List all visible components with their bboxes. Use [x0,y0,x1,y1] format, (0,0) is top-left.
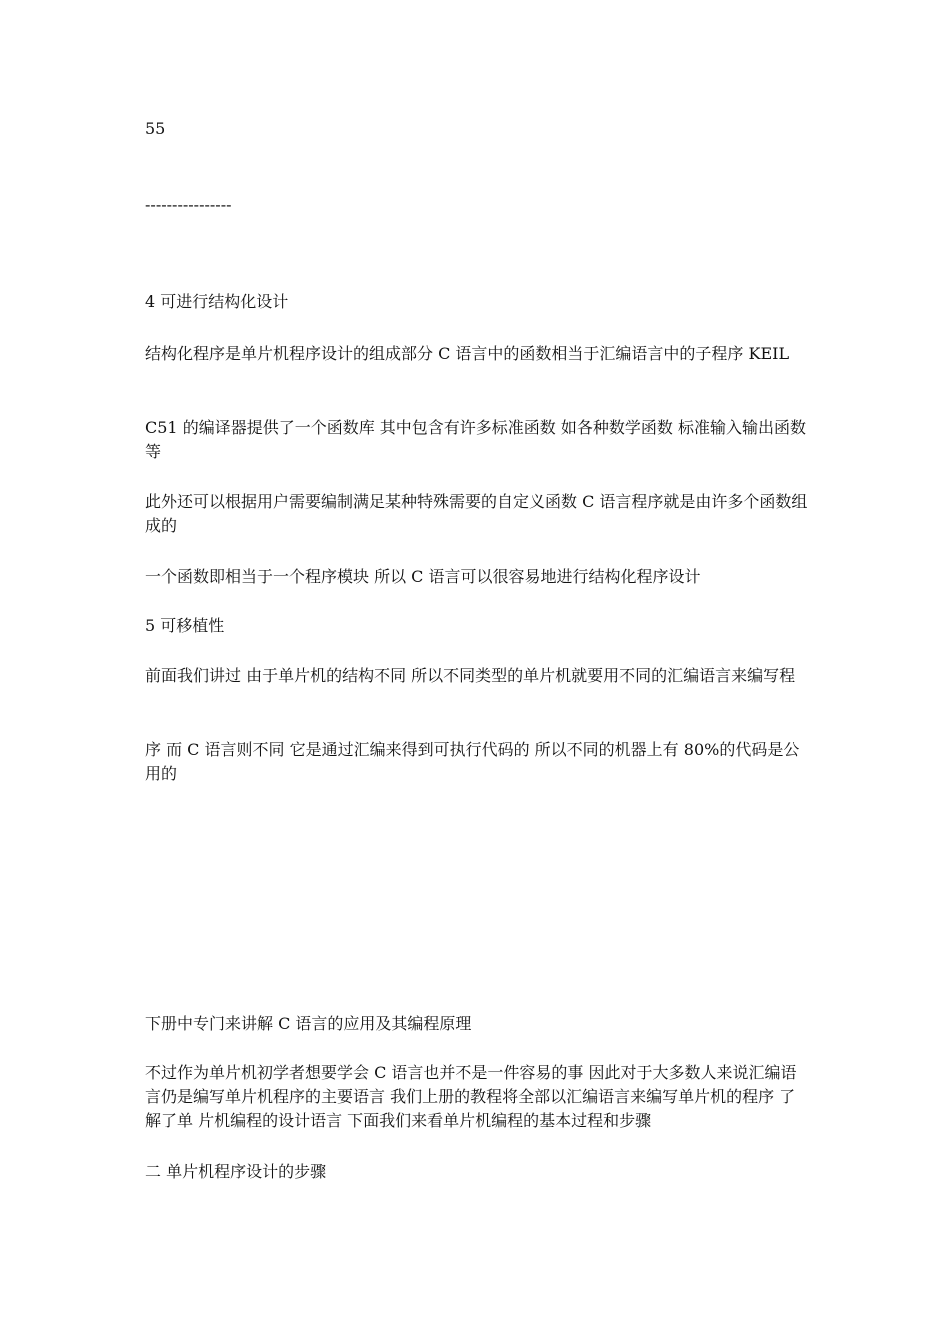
section-heading-programming-steps: 二 单片机程序设计的步骤 [145,1162,327,1181]
paragraph: 前面我们讲过 由于单片机的结构不同 所以不同类型的单片机就要用不同的汇编语言来编写程 [145,666,796,685]
paragraph: 不过作为单片机初学者想要学会 C 语言也并不是一件容易的事 因此对于大多数人来说汇编语 言仍是编写单片机程序的主要语言 我们上册的教程将全部以汇编语言来编写单片机的程序 了解了单 片机编程的设计语言 下面我们来看单片机编程的基本过程和步骤 [145,1063,797,1130]
paragraph: 一个函数即相当于一个程序模块 所以 C 语言可以很容易地进行结构化程序设计 [145,567,701,586]
page-number: 55 [145,119,166,138]
paragraph: 下册中专门来讲解 C 语言的应用及其编程原理 [145,1014,472,1033]
paragraph: C51 的编译器提供了一个函数库 其中包含有许多标准函数 如各种数学函数 标准输入输出函数等 [145,418,806,461]
paragraph: 序 而 C 语言则不同 它是通过汇编来得到可执行代码的 所以不同的机器上有 80%的代码是公用的 [145,740,800,783]
separator-line: ---------------- [145,195,232,214]
section-heading-portability: 5 可移植性 [145,616,225,635]
paragraph: 此外还可以根据用户需要编制满足某种特殊需要的自定义函数 C 语言程序就是由许多个函数组成的 [145,492,808,535]
section-heading-structured-design: 4 可进行结构化设计 [145,292,289,311]
paragraph: 结构化程序是单片机程序设计的组成部分 C 语言中的函数相当于汇编语言中的子程序 KEIL [145,344,790,363]
